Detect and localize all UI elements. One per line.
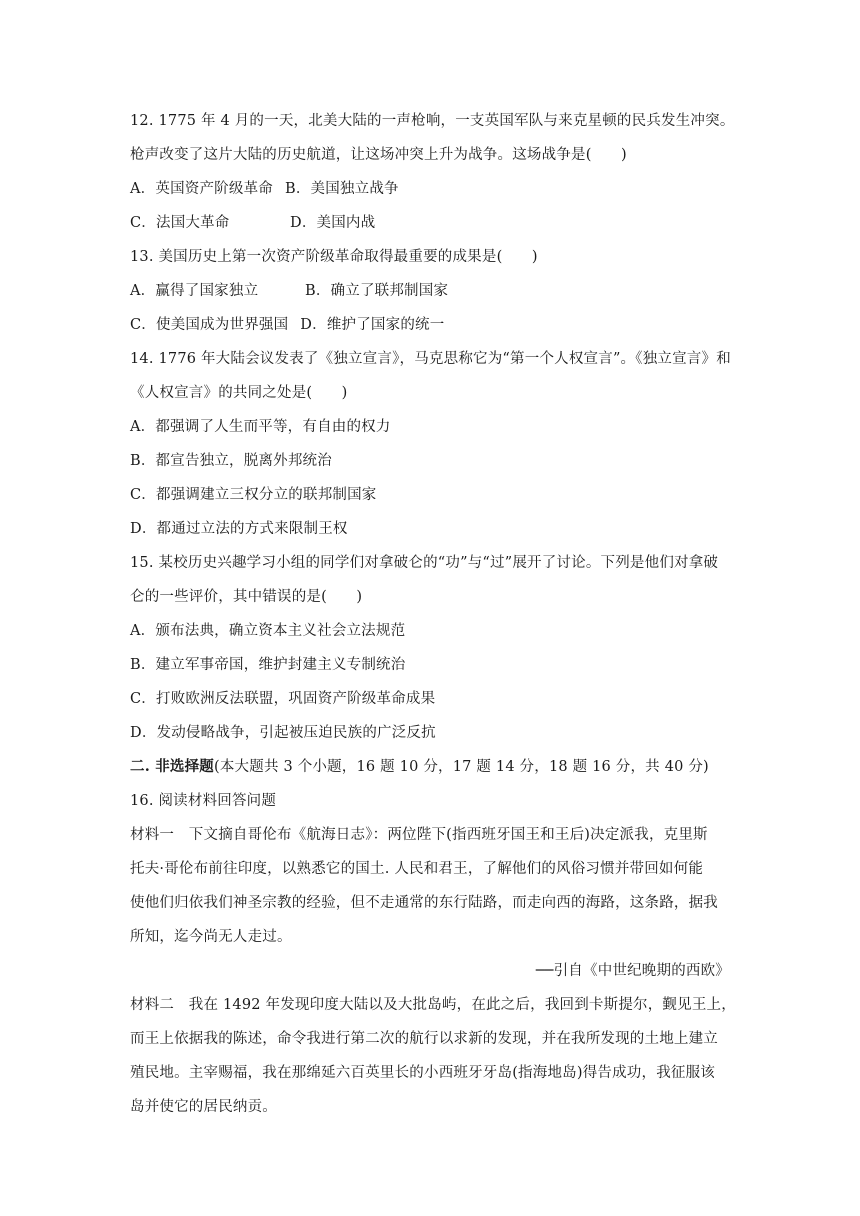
section-2-heading (130, 750, 730, 784)
q12-stem-line-1: 12. 1775 年 4 月的一天，北美大陆的一声枪响，一支英国军队与来克星顿的民兵发生冲突。 (130, 113, 735, 129)
material-2-line-2: 而王上依据我的陈述，命令我进行第二次的航行以求新的发现，并在我所发现的土地上建立 (130, 1031, 718, 1047)
q12-option-a: A．英国资产阶级革命 (130, 181, 273, 197)
document-page (130, 104, 736, 1124)
q14-option-a: A．都强调了人生而平等，有自由的权力 (130, 419, 391, 435)
q12-option-d: D．美国内战 (290, 215, 376, 231)
q13-option-a: A．赢得了国家独立 (130, 283, 259, 299)
material-2-line-3: 殖民地。主宰赐福，我在那绵延六百英里长的小西班牙牙岛(指海地岛)得告成功，我征服该 (130, 1065, 716, 1081)
q13-stem-line-1: 13. 美国历史上第一次资产阶级革命取得最重要的成果是( ) (130, 249, 538, 265)
q12-options-cd (130, 206, 730, 240)
material-1-line-4: 所知，迄今尚无人走过。 (130, 929, 292, 945)
material-2-line-4: 岛并使它的居民纳贡。 (130, 1099, 277, 1115)
q15-stem-line-2: 仑的一些评价，其中错误的是( ) (130, 589, 363, 605)
q14-option-d: D．都通过立法的方式来限制王权 (130, 521, 348, 537)
q15-option-c: C．打败欧洲反法联盟，巩固资产阶级革命成果 (130, 691, 436, 707)
q12-stem-line-2: 枪声改变了这片大陆的历史航道，让这场冲突上升为战争。这场战争是( ) (130, 147, 627, 163)
q15-stem-line-1: 15. 某校历史兴趣学习小组的同学们对拿破仑的“功”与“过”展开了讨论。下列是他们对拿破 (130, 555, 719, 571)
q14-stem-line-2: 《人权宣言》的共同之处是( ) (130, 385, 348, 401)
section-2-instructions: (本大题共 3 个小题，16 题 10 分，17 题 14 分，18 题 16 分，共 40 分) (214, 759, 709, 775)
q13-option-d: D．维护了国家的统一 (300, 317, 445, 333)
material-2-line-1: 材料二 我在 1492 年发现印度大陆以及大批岛屿，在此之后，我回到卡斯提尔，觐见王上， (130, 997, 736, 1013)
material-1-line-2: 托夫·哥伦布前往印度，以熟悉它的国土. 人民和君王，了解他们的风俗习惯并带回如何能 (130, 861, 704, 877)
q13-option-b: B．确立了联邦制国家 (305, 283, 449, 299)
q12-option-c: C．法国大革命 (130, 215, 230, 231)
q13-options-ab (130, 274, 730, 308)
q14-option-b: B．都宣告独立，脱离外邦统治 (130, 453, 332, 469)
material-1-line-3: 使他们归依我们神圣宗教的经验，但不走通常的东行陆路，而走向西的海路，这条路，据我 (130, 895, 718, 911)
material-1-source: ──引自《中世纪晚期的西欧》 (535, 963, 730, 979)
q15-option-a: A．颁布法典，确立资本主义社会立法规范 (130, 623, 406, 639)
q14-stem-line-1: 14. 1776 年大陆会议发表了《独立宣言》，马克思称它为“第一个人权宣言”。《独立宣言》和 (130, 351, 731, 367)
q13-options-cd (130, 308, 730, 342)
section-2-title: 二. 非选择题 (130, 758, 214, 775)
q12-option-b: B．美国独立战争 (284, 181, 399, 197)
q14-option-c: C．都强调建立三权分立的联邦制国家 (130, 487, 377, 503)
q12-options-ab (130, 172, 730, 206)
q15-option-d: D．发动侵略战争，引起被压迫民族的广泛反抗 (130, 725, 436, 741)
q13-option-c: C．使美国成为世界强国 (130, 317, 289, 333)
material-1-line-1: 材料一 下文摘自哥伦布《航海日志》：两位陛下(指西班牙国王和王后)决定派我，克里斯 (130, 827, 708, 843)
q16-title: 16. 阅读材料回答问题 (130, 793, 277, 809)
q15-option-b: B．建立军事帝国，维护封建主义专制统治 (130, 657, 406, 673)
